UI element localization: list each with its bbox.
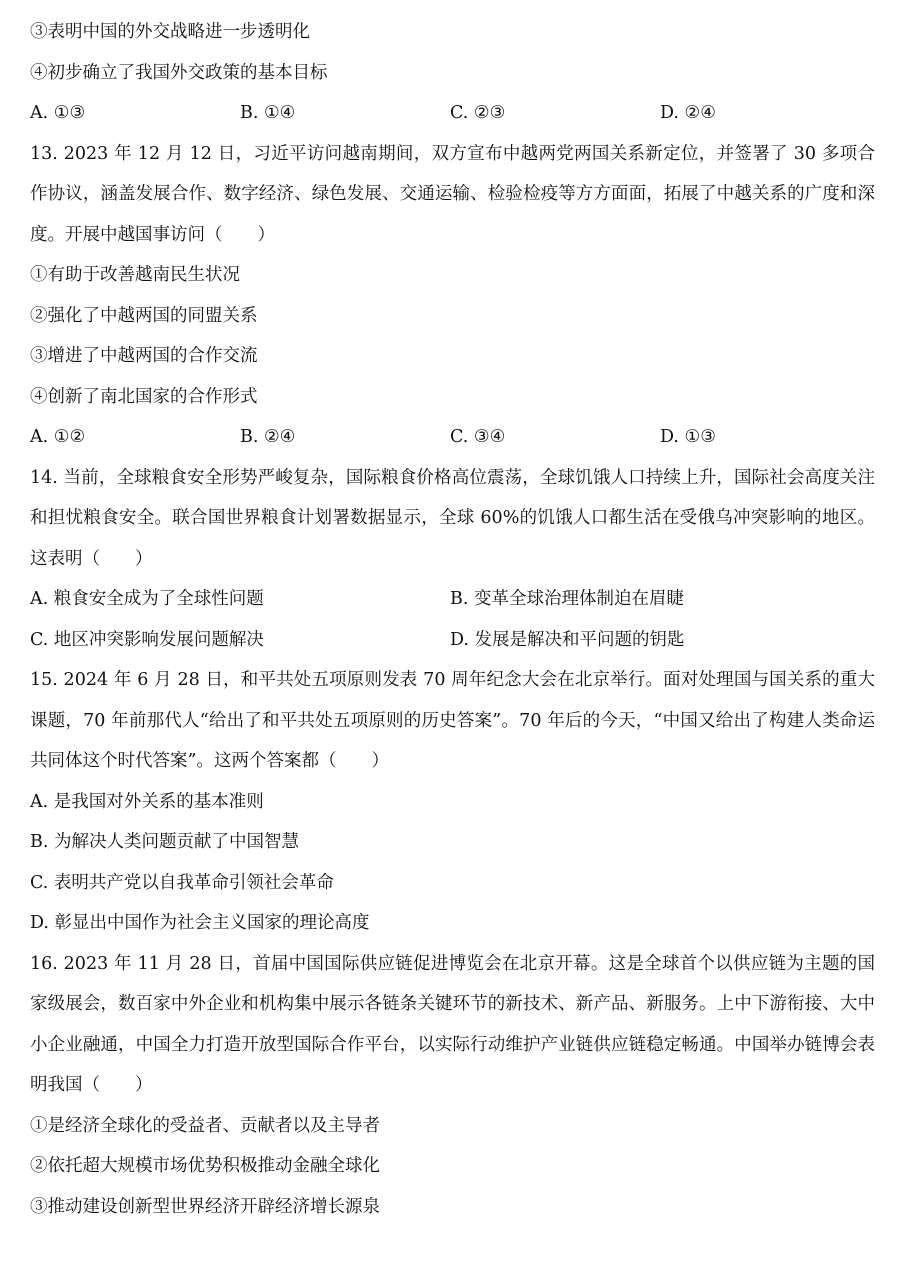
- q14-option-a: A. 粮食安全成为了全球性问题: [30, 589, 264, 609]
- q13-item-3: ③增进了中越两国的合作交流: [30, 346, 258, 366]
- exam-page: [30, 12, 875, 1227]
- q15-option-c: C. 表明共产党以自我革命引领社会革命: [30, 872, 334, 893]
- q16-item-2: ②依托超大规模市场优势积极推动金融全球化: [30, 1156, 380, 1176]
- q13-item-4: ④创新了南北国家的合作形式: [30, 386, 258, 407]
- q12-item-3: ③表明中国的外交战略进一步透明化: [30, 22, 310, 42]
- q14-option-b: B. 变革全球治理体制迫在眉睫: [450, 589, 684, 609]
- q13-item-2: ②强化了中越两国的同盟关系: [30, 305, 258, 326]
- q14-option-c: C. 地区冲突影响发展问题解决: [30, 629, 264, 650]
- q15-stem: 15. 2024 年 6 月 28 日，和平共处五项原则发表 70 周年纪念大会在北京举行。面对处理国与国关系的重大课题，70 年前那代人“给出了和平共处五项原则的历史答案”。70 年后的今天，“中国又给出了构建人类命运共同体这个时代答案”。这两个答案都（ ）: [30, 670, 875, 771]
- q14-options-row1: [30, 579, 875, 620]
- q13-option-c: C. ③④: [450, 427, 506, 447]
- q12-item-4: ④初步确立了我国外交政策的基本目标: [30, 62, 328, 83]
- q13-item-1: ①有助于改善越南民生状况: [30, 265, 240, 285]
- q15-option-b: B. 为解决人类问题贡献了中国智慧: [30, 832, 299, 852]
- q12-option-a: A. ①③: [30, 103, 86, 123]
- q15-option-d: D. 彰显出中国作为社会主义国家的理论高度: [30, 913, 370, 933]
- q13-option-a: A. ①②: [30, 427, 86, 447]
- q13-stem: 13. 2023 年 12 月 12 日，习近平访问越南期间，双方宣布中越两党两国关系新定位，并签署了 30 多项合作协议，涵盖发展合作、数字经济、绿色发展、交通运输、检验检疫等方方面面，拓展了中越关系的广度和深度。开展中越国事访问（ ）: [30, 143, 875, 245]
- q12-option-d: D. ②④: [660, 103, 716, 123]
- q16-stem: 16. 2023 年 11 月 28 日，首届中国国际供应链促进博览会在北京开幕。这是全球首个以供应链为主题的国家级展会，数百家中外企业和机构集中展示各链条关键环节的新技术、新产品、新服务。上中下游衔接、大中小企业融通，中国全力打造开放型国际合作平台，以实际行动维护产业链供应链稳定畅通。中国举办链博会表明我国（ ）: [30, 953, 875, 1095]
- q12-options: [30, 93, 875, 134]
- q16-item-3: ③推动建设创新型世界经济开辟经济增长源泉: [30, 1196, 380, 1217]
- q12-option-c: C. ②③: [450, 103, 506, 123]
- q13-option-b: B. ②④: [240, 427, 296, 447]
- q16-item-1: ①是经济全球化的受益者、贡献者以及主导者: [30, 1115, 380, 1136]
- q13-option-d: D. ①③: [660, 427, 716, 447]
- q15-option-a: A. 是我国对外关系的基本准则: [30, 791, 264, 812]
- q14-stem: 14. 当前，全球粮食安全形势严峻复杂，国际粮食价格高位震荡，全球饥饿人口持续上升，国际社会高度关注和担忧粮食安全。联合国世界粮食计划署数据显示，全球 60%的饥饿人口都生活在受俄乌冲突影响的地区。这表明（ ）: [30, 467, 875, 569]
- q13-options: [30, 417, 875, 458]
- q14-option-d: D. 发展是解决和平问题的钥匙: [450, 629, 685, 650]
- q14-options-row2: [30, 620, 875, 661]
- q12-option-b: B. ①④: [240, 103, 296, 123]
